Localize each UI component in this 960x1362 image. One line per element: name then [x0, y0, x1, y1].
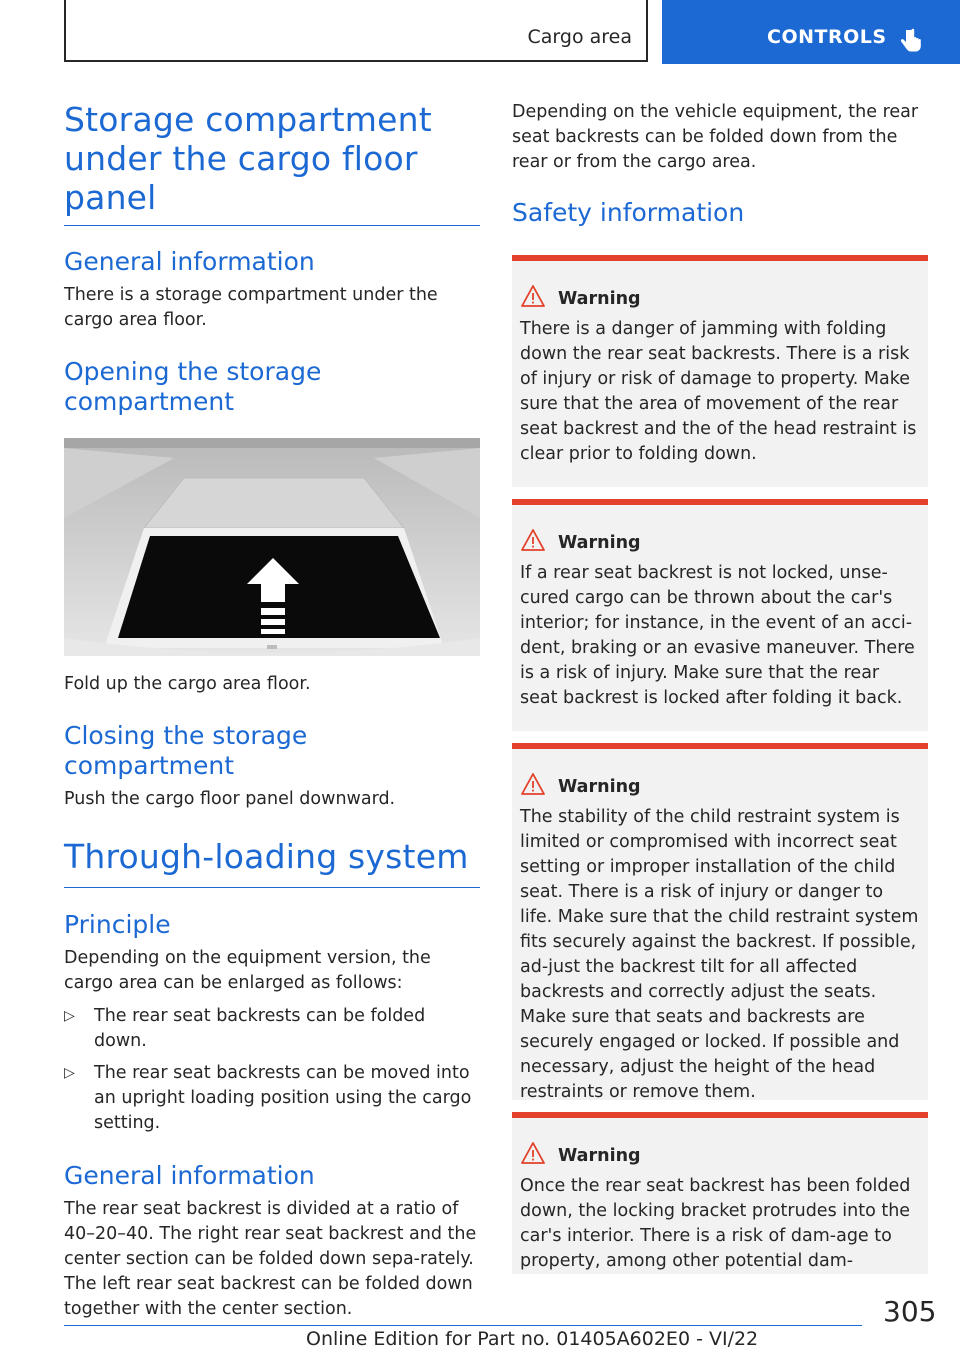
- header-section-title: Cargo area: [527, 26, 632, 48]
- bullet-triangle-icon: ▷: [64, 1008, 75, 1024]
- title-rule: [64, 887, 480, 888]
- bullet-triangle-icon: ▷: [64, 1065, 75, 1081]
- list-item-text: The rear seat backrests can be folded down.: [94, 1006, 426, 1051]
- hand-pointer-icon: [900, 28, 922, 58]
- warning-text: There is a danger of jamming with folding down the rear seat backrests. There is a risk of injury or risk of damage to property. Make sure that the area of movement of the rear seat backrest and the of the head restraint is clear prior to folding down.: [520, 319, 917, 464]
- warning-title: [520, 1144, 920, 1168]
- warning-box: [512, 499, 928, 731]
- page-number: 305: [883, 1295, 937, 1328]
- principle-text: Depending on the equipment version, the cargo area can be enlarged as follows:: [64, 948, 431, 993]
- warning-box: [512, 743, 928, 1100]
- section-title-storage: Storage compartment under the cargo floor panel: [64, 100, 432, 217]
- footer-rule: [64, 1325, 862, 1326]
- warning-title-text: Warning: [558, 777, 641, 797]
- warning-triangle-icon: [520, 1141, 546, 1172]
- general-information-text: There is a storage compartment under the cargo area floor.: [64, 285, 438, 330]
- footer-edition: Online Edition for Part no. 01405A602E0 - VI/22: [306, 1328, 759, 1350]
- left-column: [64, 100, 480, 1322]
- warning-title-text: Warning: [558, 289, 641, 309]
- list-item: [64, 1004, 480, 1054]
- warning-title-text: Warning: [558, 533, 641, 553]
- header-chapter-title: CONTROLS: [767, 26, 887, 48]
- warning-title: [520, 531, 920, 555]
- heading-principle: Principle: [64, 910, 171, 939]
- cargo-floor-photo: [64, 438, 480, 656]
- section-title-through-loading: Through-loading system: [64, 837, 469, 876]
- closing-text: Push the cargo floor panel downward.: [64, 789, 396, 809]
- up-arrow-icon: [247, 558, 299, 640]
- heading-general-information-2: General information: [64, 1161, 315, 1190]
- header-section-box: [64, 0, 648, 62]
- warning-text: If a rear seat backrest is not locked, unse-cured cargo can be thrown about the car's interior; for instance, in the event of an acci-dent, braking or an evasive maneuver. There is a risk of injury. Make sure that the rear seat backrest is locked after folding it back.: [520, 563, 915, 708]
- warning-title: [520, 775, 920, 799]
- warning-title-text: Warning: [558, 1146, 641, 1166]
- warning-triangle-icon: [520, 284, 546, 315]
- warning-box: [512, 255, 928, 487]
- intro-text: Depending on the vehicle equipment, the rear seat backrests can be folded down from the rear or from the cargo area.: [512, 102, 919, 172]
- right-column: [512, 100, 928, 1274]
- warning-text: The stability of the child restraint system is limited or compromised with incorrect seat setting or improper installation of the child seat. There is a risk of injury or danger to life. Make sure that the child restraint system fits securely against the backrest. If possible, ad-just the backrest tilt for all affected backrests and correctly adjust the seats. Make sure that seats and backrests are securely engaged or locked. If possible and necessary, adjust the height of the head restraints or remove them.: [520, 807, 919, 1102]
- list-item-text: The rear seat backrests can be moved into an upright loading position using the cargo setting.: [94, 1063, 472, 1133]
- general-information-2-text: The rear seat backrest is divided at a ratio of 40–20–40. The right rear seat backrest and the center section can be folded down sepa-rately. The left rear seat backrest can be folded down together with the center section.: [64, 1199, 477, 1319]
- warning-triangle-icon: [520, 772, 546, 803]
- warning-box: [512, 1112, 928, 1274]
- heading-general-information: General information: [64, 247, 315, 276]
- header-chapter-tab: [662, 0, 960, 64]
- heading-safety-information: Safety information: [512, 198, 745, 227]
- list-item: [64, 1061, 480, 1136]
- photo-caption: Fold up the cargo area floor.: [64, 674, 311, 694]
- heading-closing-storage: Closing the storage compartment: [64, 721, 308, 780]
- title-rule: [64, 225, 480, 226]
- heading-opening-storage: Opening the storage compartment: [64, 357, 322, 416]
- warning-title: [520, 287, 920, 311]
- warning-text: Once the rear seat backrest has been folded down, the locking bracket protrudes into the car's interior. There is a risk of dam-age to property, among other potential dam-: [520, 1176, 911, 1271]
- warning-triangle-icon: [520, 528, 546, 559]
